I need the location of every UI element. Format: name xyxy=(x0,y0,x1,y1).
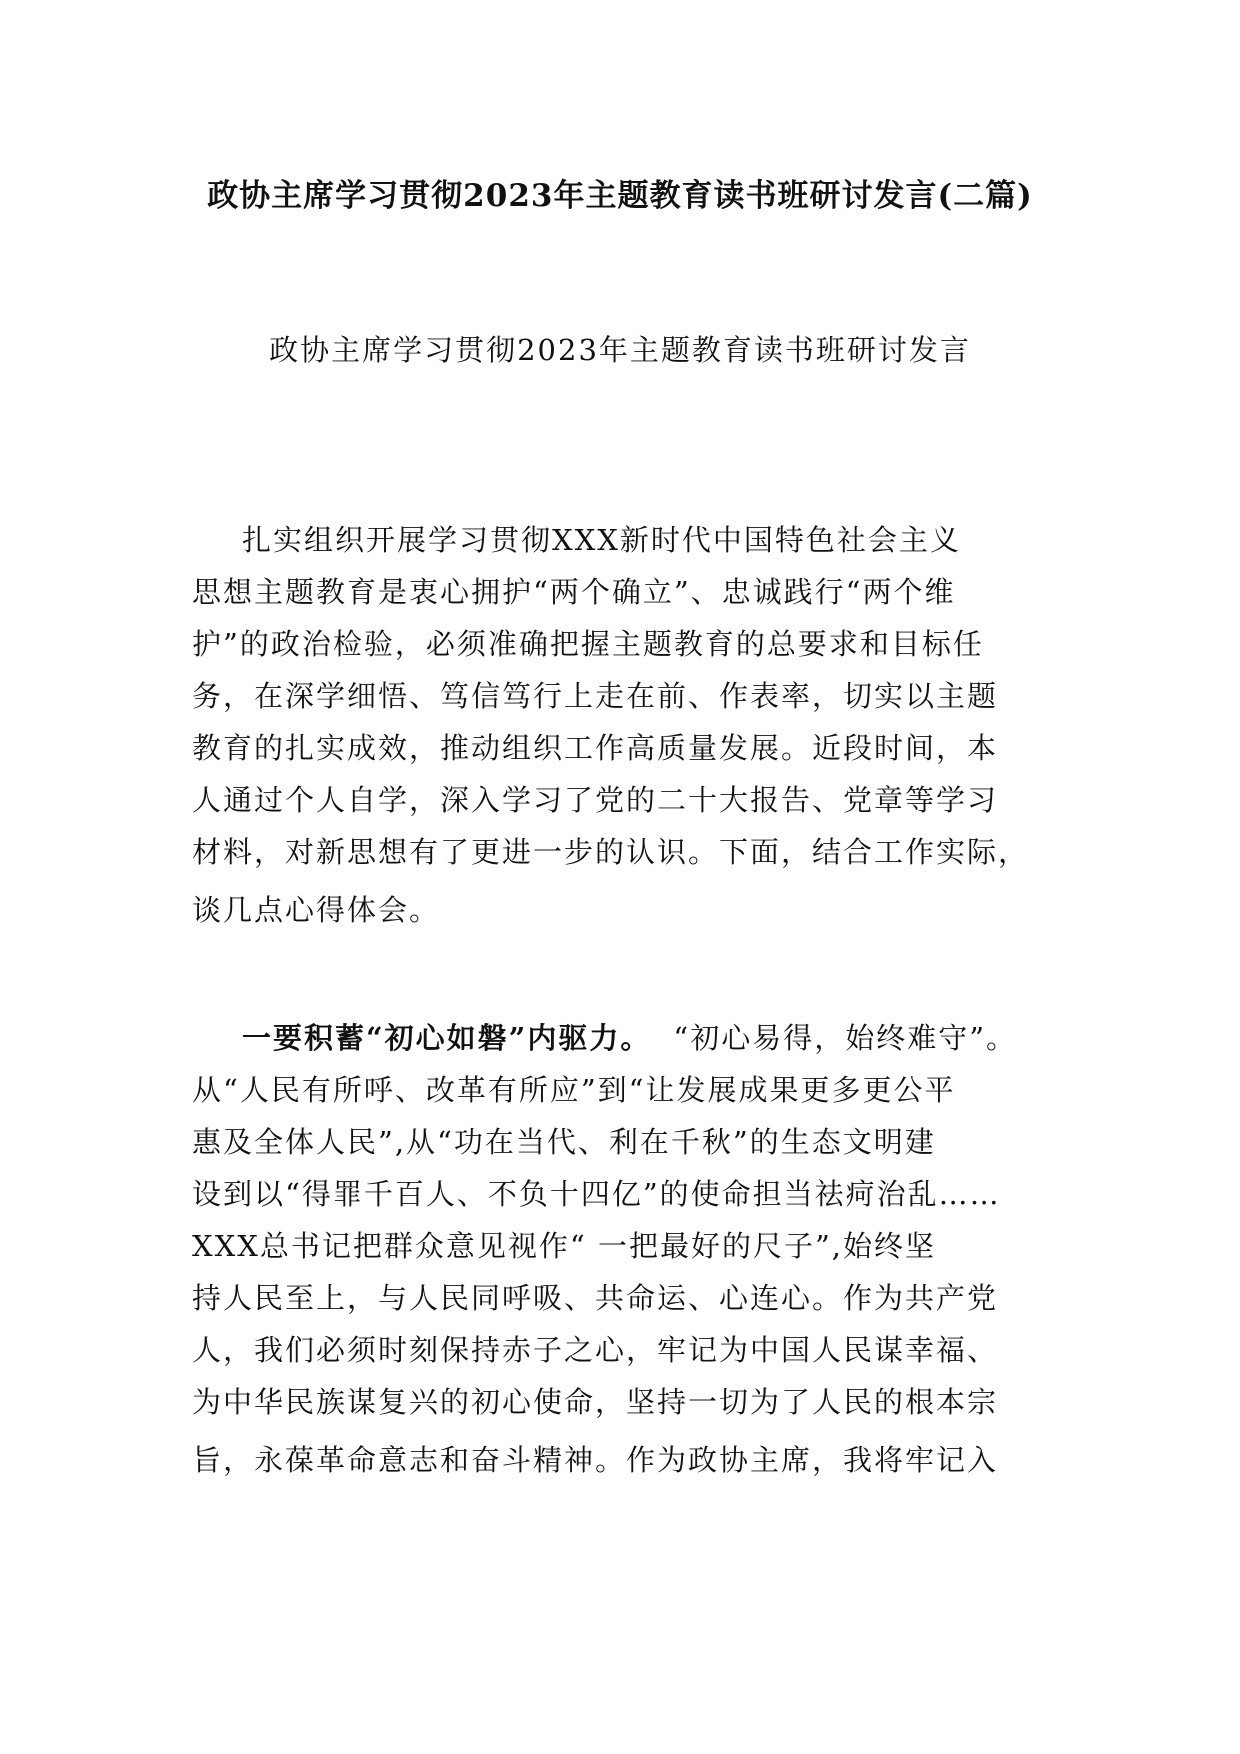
paragraph-line: 为中华民族谋复兴的初心使命，坚持一切为了人民的根本宗 xyxy=(192,1385,999,1419)
paragraph-line: 人，我们必须时刻保持赤子之心，牢记为中国人民谋幸福、 xyxy=(192,1333,999,1367)
paragraph-first-line xyxy=(242,1016,1122,1060)
paragraph-line: 护”的政治检验，必须准确把握主题教育的总要求和目标任 xyxy=(192,627,984,661)
paragraph-line: 旨，永葆革命意志和奋斗精神。作为政协主席，我将牢记入 xyxy=(192,1443,999,1477)
paragraph-line: 人通过个人自学，深入学习了党的二十大报告、党章等学习 xyxy=(192,783,999,817)
section-first-line-text: “初心易得，始终难守”。 xyxy=(673,1021,1018,1055)
paragraph-line: 务，在深学细悟、笃信笃行上走在前、作表率，切实以主题 xyxy=(192,679,999,713)
document-title: 政协主席学习贯彻2023年主题教育读书班研讨发言(二篇) xyxy=(207,178,1033,214)
paragraph-line: XXX总书记把群众意见视作“ 一把最好的尺子”,始终坚 xyxy=(192,1229,937,1263)
paragraph-line: 扎实组织开展学习贯彻XXX新时代中国特色社会主义 xyxy=(242,523,961,557)
document-subtitle: 政协主席学习贯彻2023年主题教育读书班研讨发言 xyxy=(269,333,971,367)
paragraph-line: 从“人民有所呼、改革有所应”到“让发展成果更多更公平 xyxy=(192,1073,956,1107)
section-heading: 一要积蓄“初心如磐”内驱力。 xyxy=(242,1021,652,1055)
paragraph-line: 设到以“得罪千百人、不负十四亿”的使命担当祛疴治乱…… xyxy=(192,1177,1001,1211)
paragraph-line: 思想主题教育是衷心拥护“两个确立”、忠诚践行“两个维 xyxy=(192,575,956,609)
paragraph-line: 材料，对新思想有了更进一步的认识。下面，结合工作实际， xyxy=(192,835,1030,869)
paragraph-line: 惠及全体人民”,从“功在当代、利在千秋”的生态文明建 xyxy=(192,1125,936,1159)
paragraph-line: 谈几点心得体会。 xyxy=(192,893,441,927)
paragraph-line: 持人民至上，与人民同呼吸、共命运、心连心。作为共产党 xyxy=(192,1281,999,1315)
paragraph-line: 教育的扎实成效，推动组织工作高质量发展。近段时间，本 xyxy=(192,731,999,765)
